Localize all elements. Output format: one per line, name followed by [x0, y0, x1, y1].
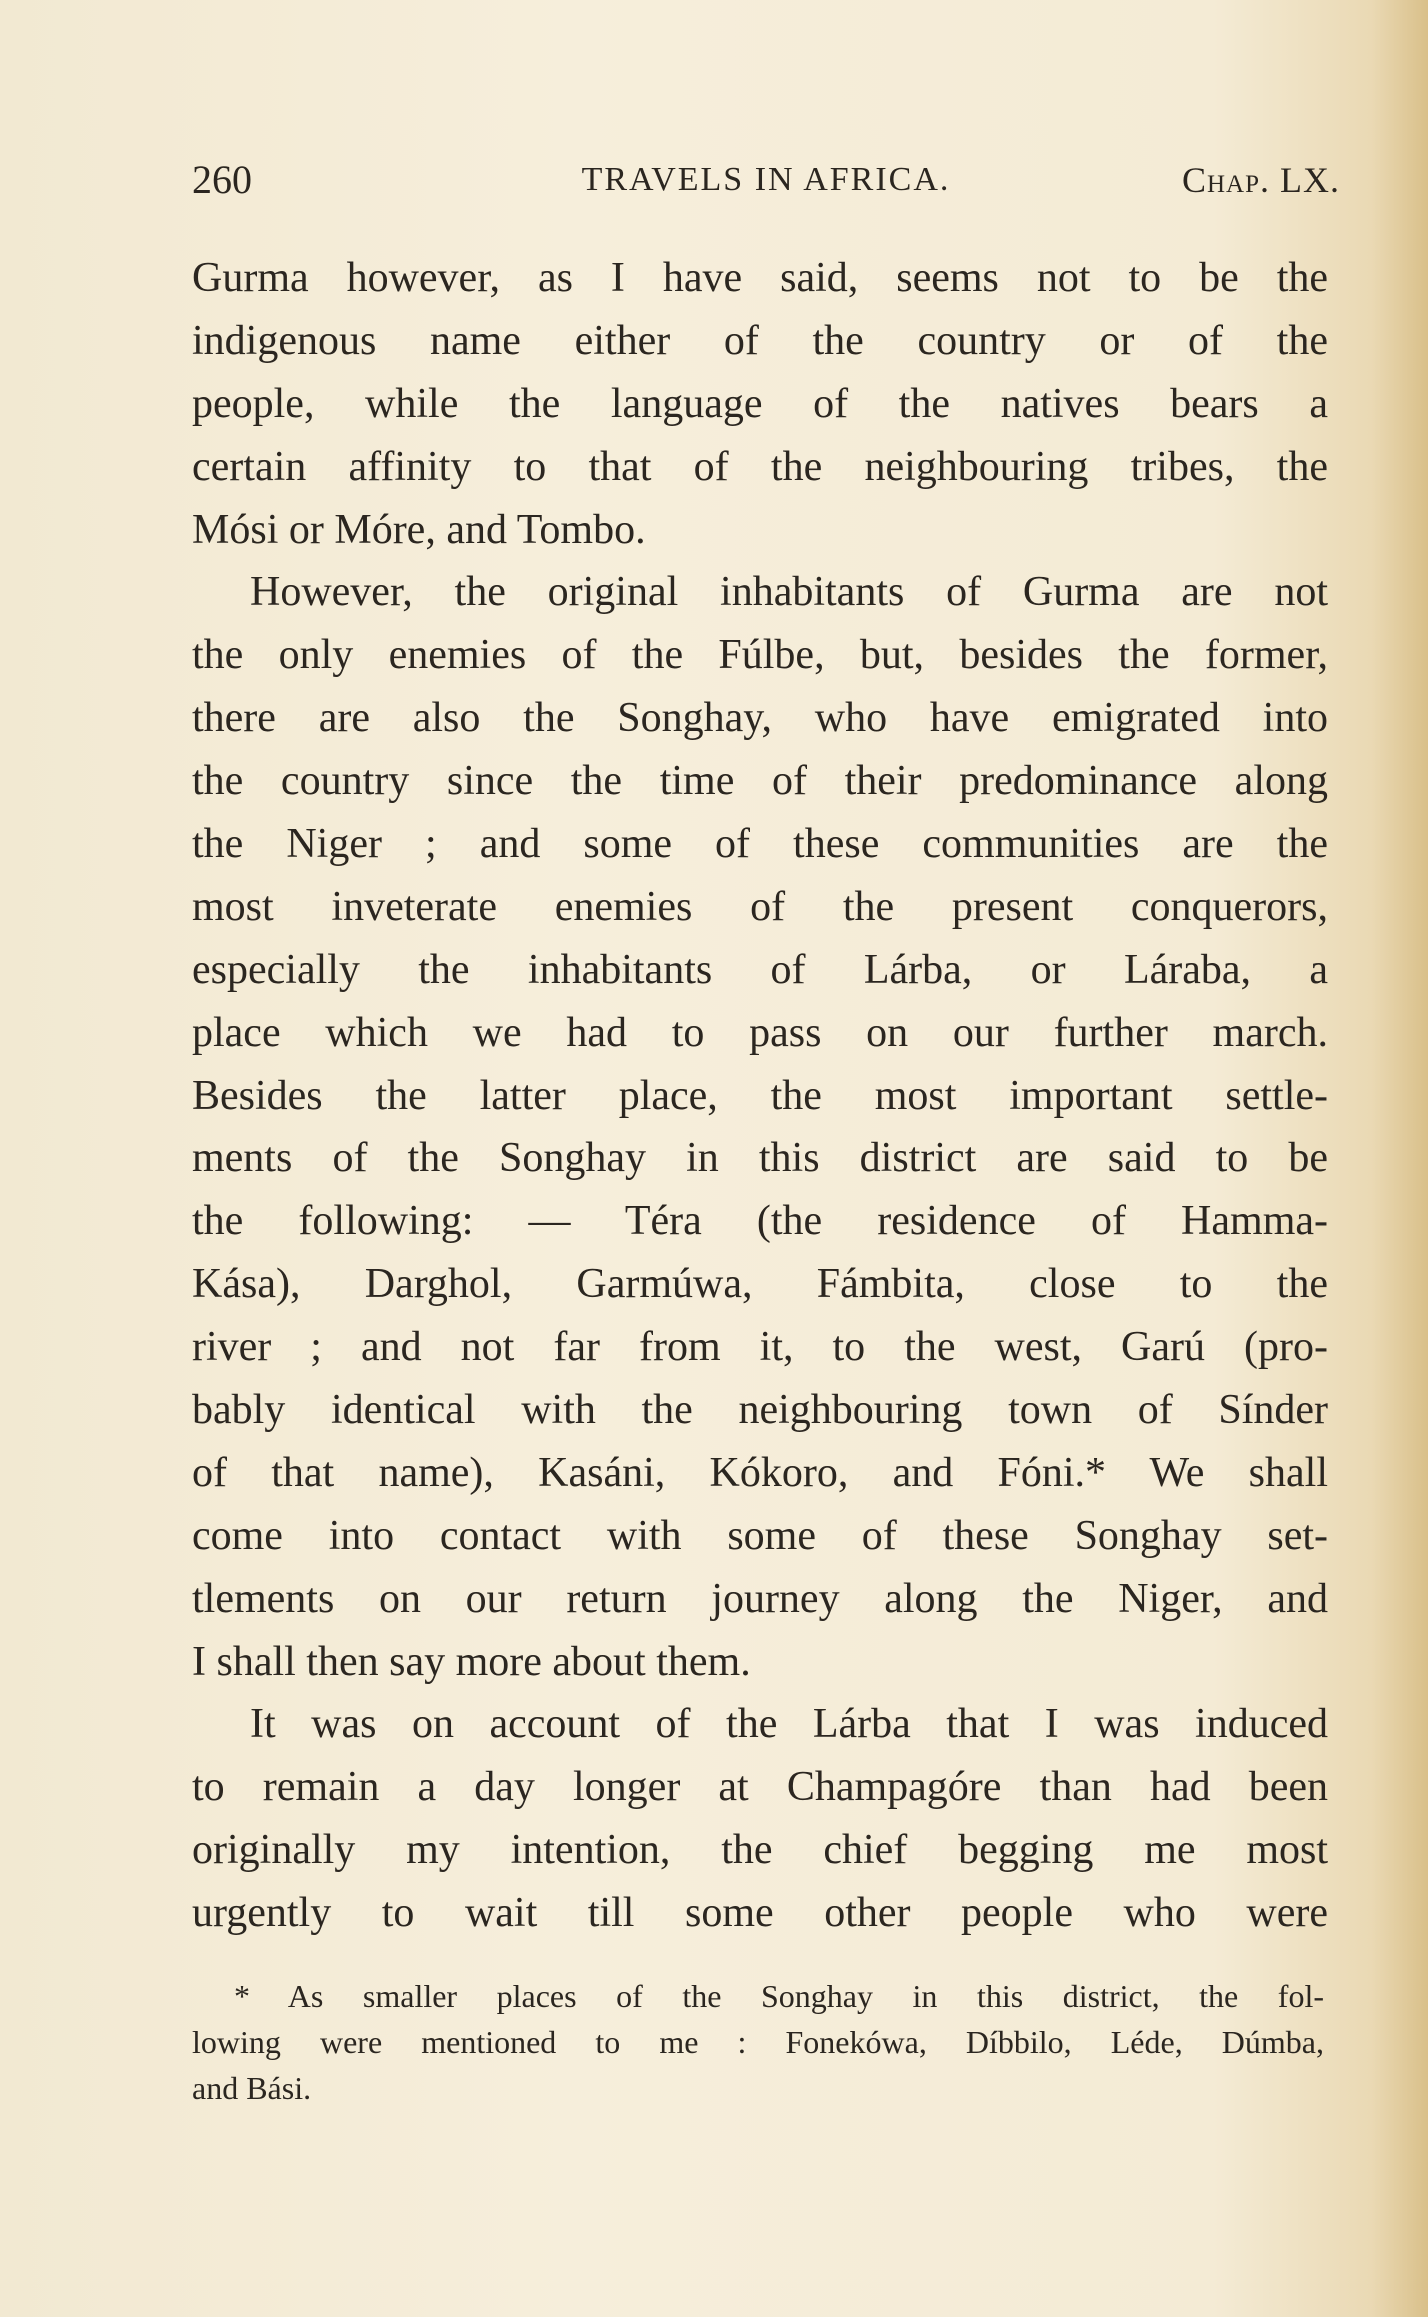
text-line: originally my intention, the chief begging me most: [192, 1827, 1328, 1874]
text-line: there are also the Songhay, who have emigrated into: [192, 695, 1328, 742]
page-header: [192, 155, 1340, 205]
text-line: to remain a day longer at Champagóre than had been: [192, 1764, 1328, 1811]
text-line: Kása), Darghol, Garmúwa, Fámbita, close to the: [192, 1261, 1328, 1308]
text-line: come into contact with some of these Songhay set-: [192, 1512, 1328, 1559]
text-line: the country since the time of their predominance along: [192, 758, 1328, 805]
text-line: It was on account of the Lárba that I was induced: [250, 1701, 1328, 1748]
footnote-line: * As smaller places of the Songhay in this district, the fol-: [234, 1978, 1324, 2014]
text-line: Mósi or Móre, and Tombo.: [192, 506, 646, 553]
text-line: indigenous name either of the country or of the: [192, 317, 1328, 364]
text-line: especially the inhabitants of Lárba, or Láraba, a: [192, 946, 1328, 993]
footnote-line: and Bási.: [192, 2070, 312, 2106]
text-line: most inveterate enemies of the present conquerors,: [192, 883, 1328, 930]
text-line: place which we had to pass on our further march.: [192, 1009, 1328, 1056]
text-line: the only enemies of the Fúlbe, but, besides the former,: [192, 632, 1328, 679]
text-line: river ; and not far from it, to the west, Garú (pro-: [192, 1324, 1328, 1371]
footnote-line: lowing were mentioned to me : Fonekówa, Díbbilo, Léde, Dúmba,: [192, 2024, 1324, 2060]
text-line: of that name), Kasáni, Kókoro, and Fóni.* We shall: [192, 1449, 1328, 1496]
page-number: 260: [192, 157, 252, 202]
running-title: TRAVELS IN AFRICA.: [581, 161, 951, 198]
text-line: bably identical with the neighbouring town of Sínder: [192, 1387, 1328, 1434]
text-line: ments of the Songhay in this district are said to be: [192, 1135, 1328, 1182]
text-line: people, while the language of the natives bears a: [192, 380, 1328, 427]
text-line: Gurma however, as I have said, seems not to be the: [192, 255, 1328, 301]
body-text: [192, 247, 1328, 1945]
chapter-label: Chap. LX.: [1181, 160, 1340, 200]
footnote: [192, 1973, 1324, 2111]
text-line: certain affinity to that of the neighbouring tribes, the: [192, 443, 1328, 490]
text-line: urgently to wait till some other people who were: [192, 1890, 1328, 1937]
text-line: Besides the latter place, the most important settle-: [192, 1072, 1328, 1119]
text-line: I shall then say more about them.: [192, 1638, 751, 1685]
text-line: tlements on our return journey along the Niger, and: [192, 1575, 1328, 1622]
text-line: the Niger ; and some of these communities are the: [192, 821, 1328, 868]
text-line: However, the original inhabitants of Gurma are not: [250, 569, 1328, 616]
text-line: the following: — Téra (the residence of Hamma-: [192, 1198, 1328, 1245]
